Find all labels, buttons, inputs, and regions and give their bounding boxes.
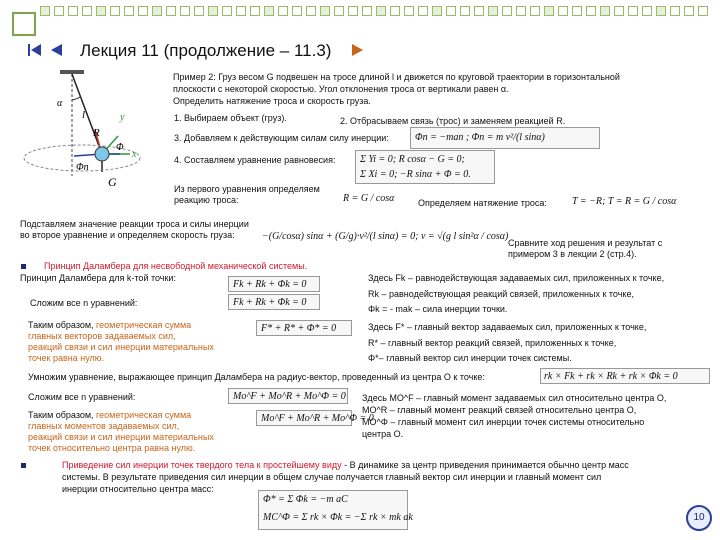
reduction-text: - В динамике за центр приведения принимается обычно центр масс	[341, 460, 629, 470]
next-arrow-icon	[348, 42, 366, 58]
decor-square	[614, 6, 624, 16]
moment-line-3: MO^Φ – главный момент сил инерции точек системы относительно	[362, 417, 645, 427]
moment-sum-eq: Mo^F + Mo^R + Mo^Φ = 0	[233, 391, 346, 402]
problem-line-1: Пример 2: Груз весом G подвешен на тросе длиной l и движется по круговой траектории в горизонтальной	[173, 72, 620, 82]
thus2-line-4: точек относительно центра равна нулю.	[28, 443, 196, 453]
reduction-box	[258, 490, 413, 530]
substitute-line-2: во второе уравнение и определяем скорость груза:	[20, 230, 235, 240]
main-line-1: Здесь F* – главный вектор задаваемых сил, приложенных к точке,	[368, 322, 647, 332]
main-vectors-eq: F* + R* + Φ* = 0	[261, 323, 337, 334]
reaction-eq: R = G / cosα	[343, 193, 395, 204]
decor-square	[54, 6, 64, 16]
pendulum-figure	[20, 66, 170, 206]
compare-line-2: примером 3 в лекции 2 (стр.4).	[508, 249, 637, 259]
decor-square	[334, 6, 344, 16]
step-4: 4. Составляем уравнение равновесия:	[174, 155, 336, 165]
decor-square	[278, 6, 288, 16]
decor-square	[516, 6, 526, 16]
problem-line-2: плоскости с некоторой скоростью. Угол отклонения троса от вертикали равен α.	[173, 84, 509, 94]
thus-line-1	[28, 320, 191, 331]
decor-square	[488, 6, 498, 16]
decor-square	[236, 6, 246, 16]
reduction-moment-eq: MC^Φ = Σ rk × Φk = −Σ rk × mk ak	[263, 512, 413, 523]
decor-square	[502, 6, 512, 16]
decor-square	[600, 6, 610, 16]
velocity-eq: −(G/cosα) sinα + (G/g)·v²/(l sinα) = 0; v = √(g l sin²α / cosα)	[262, 231, 509, 242]
prev-slide-button[interactable]	[48, 42, 66, 58]
thus2-highlight: геометрическая сумма	[96, 410, 192, 420]
substitute-line-1: Подставляем значение реакции троса и силы инерции	[20, 219, 249, 229]
decor-square	[68, 6, 78, 16]
decor-square	[96, 6, 106, 16]
eq-sum-x: Σ Xi = 0; −R sinα + Φ = 0.	[360, 169, 471, 180]
inertia-force-box	[410, 127, 600, 149]
thus2-line-1	[28, 410, 191, 421]
notation-line-2: Rk – равнодействующая реакций связей, приложенных к точке,	[368, 289, 634, 299]
reduction-line-3: инерции относительно центра масс:	[62, 484, 214, 494]
prev-arrow-icon	[48, 42, 66, 58]
moment-line-1: Здесь MO^F – главный момент задаваемых сил относительно центра O,	[362, 393, 667, 403]
l-label: l	[82, 109, 86, 121]
moment-line-4: центра O.	[362, 429, 404, 439]
thus-line-2: главных векторов задаваемых сил,	[28, 331, 176, 341]
Phi-label: Φ	[116, 142, 124, 153]
first-slide-icon	[26, 42, 44, 58]
decor-square	[558, 6, 568, 16]
from-first-line-1: Из первого уравнения определяем	[174, 184, 320, 194]
thus2-line-2: главных моментов задаваемых сил,	[28, 421, 180, 431]
decor-square	[110, 6, 120, 16]
decor-square	[138, 6, 148, 16]
tension-eq: T = −R; T = R = G / cosα	[572, 196, 677, 207]
sum-all-2-label: Сложим все n уравнений:	[28, 392, 136, 402]
decor-square	[390, 6, 400, 16]
moment-main-box	[256, 410, 374, 426]
decor-square	[348, 6, 358, 16]
equilibrium-box	[355, 150, 495, 184]
step-2: 2. Отбрасываем связь (трос) и заменяем реакцией R.	[340, 116, 566, 126]
decor-square	[418, 6, 428, 16]
decor-square	[446, 6, 456, 16]
decor-square	[460, 6, 470, 16]
bullet	[21, 463, 26, 468]
decor-square	[628, 6, 638, 16]
G-label: G	[108, 175, 117, 189]
decor-square	[586, 6, 596, 16]
inertia-force-eq: Φn = −man ; Φn = m v²/(l sinα)	[415, 132, 545, 143]
from-first-line-2: реакцию троса:	[174, 195, 239, 205]
decor-square	[82, 6, 92, 16]
alpha-label: α	[57, 98, 63, 109]
bullet	[21, 264, 26, 269]
decor-square	[656, 6, 666, 16]
decor-square	[474, 6, 484, 16]
reduction-force-eq: Φ* = Σ Φk = −m aC	[263, 494, 348, 505]
page-number-badge: 10	[686, 505, 712, 531]
decor-square	[124, 6, 134, 16]
first-slide-button[interactable]	[26, 42, 44, 58]
decor-square	[40, 6, 50, 16]
step-3: 3. Добавляем к действующим силам силу инерции:	[174, 133, 389, 143]
decor-square	[362, 6, 372, 16]
decor-square	[320, 6, 330, 16]
thus2-prefix: Таким образом,	[28, 410, 97, 420]
decor-square	[12, 12, 36, 36]
decor-square	[222, 6, 232, 16]
decor-square	[208, 6, 218, 16]
decor-square	[194, 6, 204, 16]
moment-sum-box	[228, 388, 348, 404]
moment-main-eq: Mo^F + Mo^R + Mo^Φ = 0	[261, 413, 374, 424]
decor-square	[670, 6, 680, 16]
main-line-3: Φ*– главный вектор сил инерции точек системы.	[368, 353, 572, 363]
decor-square	[264, 6, 274, 16]
sum-all-label: Сложим все n уравнений:	[30, 298, 138, 308]
compare-line-1: Сравните ход решения и результат с	[508, 238, 663, 248]
moment-eq: rk × Fk + rk × Rk + rk × Φk = 0	[544, 371, 678, 382]
decor-square	[544, 6, 554, 16]
step-1: 1. Выбираем объект (груз).	[174, 113, 287, 123]
decor-square	[152, 6, 162, 16]
problem-line-3: Определить натяжение троса и скорость груза.	[173, 96, 371, 106]
thus2-line-3: реакций связи и сил инерции материальных	[28, 432, 214, 442]
decor-square	[404, 6, 414, 16]
main-line-2: R* – главный вектор реакций связей, приложенных к точке,	[368, 338, 617, 348]
next-slide-button[interactable]	[348, 42, 366, 58]
reduction-title: Приведение сил инерции точек твердого тела к простейшему виду	[62, 460, 342, 470]
x-axis-label: x	[132, 149, 137, 160]
eq-sum-y: Σ Yi = 0; R cosα − G = 0;	[360, 154, 465, 165]
decor-square	[642, 6, 652, 16]
multiply-label: Умножим уравнение, выражающее принцип Даламбера на радиус-вектор, проведенный из центра O к точке:	[28, 372, 485, 382]
thus-highlight: геометрическая сумма	[96, 320, 192, 330]
decor-square	[180, 6, 190, 16]
reduction-line-2: системы. В результате приведения сил инерции в общем случае получается главный вектор сил инерции и главный момент сил	[62, 472, 602, 482]
y-axis-label: y	[120, 112, 125, 123]
decor-square	[292, 6, 302, 16]
reduction-line-1	[62, 460, 629, 471]
Phi-n-label: Φn	[76, 162, 89, 173]
principle-title: Принцип Даламбера для несвободной механической системы.	[44, 261, 308, 271]
sum-all-eq: Fk + Rk + Φk = 0	[233, 297, 307, 308]
decor-square	[250, 6, 260, 16]
decor-square	[684, 6, 694, 16]
pendulum-diagram	[20, 66, 170, 206]
decor-square	[698, 6, 708, 16]
decor-square	[376, 6, 386, 16]
decor-square	[432, 6, 442, 16]
R-label: R	[93, 127, 100, 139]
dalembert-point-eq: Fk + Rk + Φk = 0	[233, 279, 307, 290]
decor-square	[572, 6, 582, 16]
notation-line-1: Здесь Fk – равнодействующая задаваемых сил, приложенных к точке,	[368, 273, 665, 283]
moment-line-2: MO^R – главный момент реакций связей относительно центра O,	[362, 405, 637, 415]
moment-eq-box	[540, 368, 710, 384]
kth-point-label: Принцип Даламбера для k-той точки:	[20, 273, 176, 283]
notation-line-3: Φk = - mak – сила инерции точки.	[368, 304, 508, 314]
main-vectors-box	[256, 320, 352, 336]
tension-label: Определяем натяжение троса:	[418, 198, 547, 208]
kth-point-box	[228, 276, 320, 292]
page-title: Лекция 11 (продолжение – 11.3)	[80, 41, 332, 60]
thus-prefix: Таким образом,	[28, 320, 97, 330]
decor-square	[306, 6, 316, 16]
decor-square	[166, 6, 176, 16]
thus-line-4: точек равна нулю.	[28, 353, 105, 363]
sum-all-box	[228, 294, 320, 310]
decor-square	[530, 6, 540, 16]
thus-line-3: реакций связи и сил инерции материальных	[28, 342, 214, 352]
